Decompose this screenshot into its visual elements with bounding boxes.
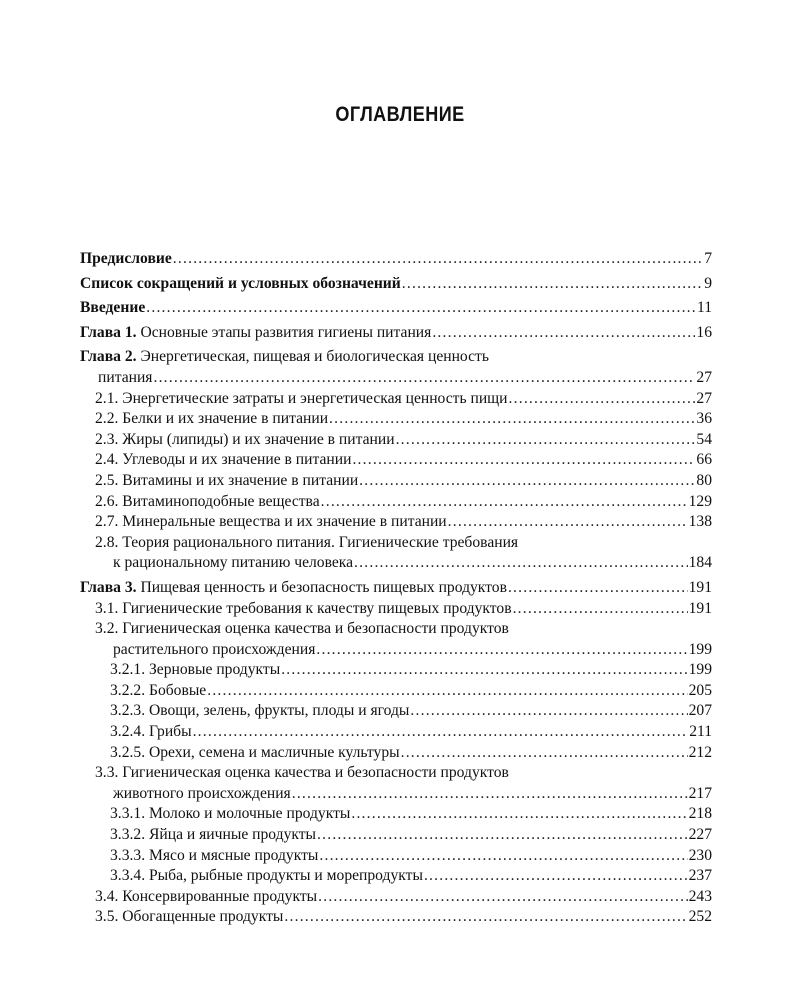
leader-dots xyxy=(401,743,688,764)
chapter-prefix: Глава 3. xyxy=(80,578,137,596)
leader-dots xyxy=(396,430,696,451)
toc-page-number: 191 xyxy=(688,599,712,620)
toc-entry-3-4[interactable] xyxy=(80,887,712,908)
toc-page-number: 211 xyxy=(688,722,712,743)
leader-dots xyxy=(508,578,688,599)
toc-entry-label: Пищевая ценность и безопасность пищевых продуктов xyxy=(140,578,507,596)
toc-entry-label: 2.4. Углеводы и их значение в питании xyxy=(95,450,352,471)
leader-dots xyxy=(354,553,688,574)
leader-dots xyxy=(359,471,695,492)
toc-page-number: 199 xyxy=(688,660,712,681)
toc-entry-label: 3.1. Гигиенические требования к качеству пищевых продуктов xyxy=(95,599,513,620)
leader-dots xyxy=(207,681,687,702)
leader-dots xyxy=(284,907,687,928)
toc-entry-2-5[interactable] xyxy=(80,471,712,492)
leader-dots xyxy=(316,640,687,661)
toc-page-number: 227 xyxy=(688,825,712,846)
toc-page-number: 212 xyxy=(688,743,712,764)
toc-page-number: 205 xyxy=(688,681,712,702)
toc-entry-chapter-2[interactable] xyxy=(80,347,712,368)
leader-dots xyxy=(317,825,688,846)
toc-entry-2-3[interactable] xyxy=(80,430,712,451)
toc-entry-3-3-2[interactable] xyxy=(80,825,712,846)
toc-page-number: 27 xyxy=(695,368,712,389)
toc-entry-abbreviations[interactable] xyxy=(80,274,712,295)
toc-entry-2-8-cont[interactable] xyxy=(80,553,712,574)
leader-dots xyxy=(513,599,688,620)
toc-entry-label: 2.5. Витамины и их значение в питании xyxy=(95,471,359,492)
toc-entry-chapter-2-cont[interactable] xyxy=(80,368,712,389)
toc-entry-label: 3.5. Обогащенные продукты xyxy=(95,907,284,928)
toc-entry-3-2-3[interactable] xyxy=(80,701,712,722)
toc-entry-label: 3.3. Гигиеническая оценка качества и безопасности продуктов xyxy=(95,764,509,782)
toc-entry-label: 2.1. Энергетические затраты и энергетическая ценность пищи xyxy=(95,389,509,410)
leader-dots xyxy=(509,389,696,410)
toc-entry-preface[interactable] xyxy=(80,249,712,270)
chapter-prefix: Глава 1. xyxy=(80,323,137,341)
toc-entry-label-cont: растительного происхождения xyxy=(113,640,316,661)
toc-entry-2-1[interactable] xyxy=(80,389,712,410)
toc-entry-3-3[interactable] xyxy=(80,763,712,784)
toc-entry-label: 3.2.4. Грибы xyxy=(110,722,193,743)
leader-dots xyxy=(318,887,687,908)
toc-entry-label: 3.3.1. Молоко и молочные продукты xyxy=(110,804,351,825)
toc-entry-label: Основные этапы развития гигиены питания xyxy=(140,323,432,341)
toc-entry-label: 3.3.4. Рыба, рыбные продукты и морепродукты xyxy=(110,866,424,887)
leader-dots xyxy=(153,368,695,389)
toc-entry-label: 2.8. Теория рационального питания. Гигиенические требования xyxy=(95,533,519,551)
toc-entry-label: 2.3. Жиры (липиды) и их значение в питании xyxy=(95,430,396,451)
toc-entry-3-3-1[interactable] xyxy=(80,804,712,825)
toc-entry-label-cont: к рациональному питанию человека xyxy=(113,553,354,574)
toc-entry-label: 3.2.3. Овощи, зелень, фрукты, плоды и ягоды xyxy=(110,701,410,722)
toc-page-number: 207 xyxy=(688,701,712,722)
toc-entry-2-8[interactable] xyxy=(80,533,712,554)
leader-dots xyxy=(329,409,695,430)
toc-entry-3-2[interactable] xyxy=(80,619,712,640)
toc-entry-3-1[interactable] xyxy=(80,599,712,620)
toc-entry-2-4[interactable] xyxy=(80,450,712,471)
toc-page-number: 191 xyxy=(688,578,712,599)
toc-page-number: 217 xyxy=(688,784,712,805)
leader-dots xyxy=(352,450,695,471)
toc-page-number: 80 xyxy=(695,471,712,492)
toc-entry-label: 2.7. Минеральные вещества и их значение в питании xyxy=(95,512,448,533)
toc-entry-3-3-3[interactable] xyxy=(80,846,712,867)
leader-dots xyxy=(424,866,688,887)
leader-dots xyxy=(432,323,695,344)
toc-entry-label: Энергетическая, пищевая и биологическая ценность xyxy=(140,348,489,366)
toc-page-number: 54 xyxy=(695,430,712,451)
toc-entry-label-cont: животного происхождения xyxy=(113,784,292,805)
toc-page-number: 16 xyxy=(695,323,712,344)
leader-dots xyxy=(319,846,687,867)
toc-page-number: 7 xyxy=(703,249,712,270)
toc-entry-label: 3.2.5. Орехи, семена и масличные культуры xyxy=(110,743,401,764)
toc-entry-2-7[interactable] xyxy=(80,512,712,533)
toc-entry-label: Список сокращений и условных обозначений xyxy=(80,274,402,295)
leader-dots xyxy=(193,722,689,743)
toc-entry-label: 3.3.2. Яйца и яичные продукты xyxy=(110,825,317,846)
toc-page-number: 36 xyxy=(695,409,712,430)
toc-entry-label-cont: питания xyxy=(98,368,153,389)
toc-page-number: 237 xyxy=(688,866,712,887)
leader-dots xyxy=(173,249,703,270)
toc-entry-label: 3.2. Гигиеническая оценка качества и безопасности продуктов xyxy=(95,620,509,638)
toc-page-number: 230 xyxy=(688,846,712,867)
toc-entry-label: 3.2.1. Зерновые продукты xyxy=(110,660,281,681)
toc-entry-label: 3.2.2. Бобовые xyxy=(110,681,207,702)
leader-dots xyxy=(321,492,688,513)
toc-entry-2-2[interactable] xyxy=(80,409,712,430)
toc-entry-label: 3.4. Консервированные продукты xyxy=(95,887,318,908)
toc-page-number: 243 xyxy=(688,887,712,908)
toc-entry-introduction[interactable] xyxy=(80,298,712,319)
leader-dots xyxy=(410,701,687,722)
toc-page-number: 138 xyxy=(688,512,712,533)
toc-page-number: 129 xyxy=(688,492,712,513)
toc-entry-3-2-1[interactable] xyxy=(80,660,712,681)
toc-entry-2-6[interactable] xyxy=(80,492,712,513)
toc-entry-label: 2.2. Белки и их значение в питании xyxy=(95,409,329,430)
leader-dots xyxy=(281,660,687,681)
toc-page-number: 184 xyxy=(688,553,712,574)
toc-entry-chapter-3[interactable] xyxy=(80,578,712,599)
toc-entry-3-2-4[interactable] xyxy=(80,722,712,743)
toc-entry-3-2-cont[interactable] xyxy=(80,640,712,661)
toc-entry-label: 3.3.3. Мясо и мясные продукты xyxy=(110,846,319,867)
leader-dots xyxy=(351,804,687,825)
leader-dots xyxy=(402,274,703,295)
toc-entry-3-5[interactable] xyxy=(80,907,712,928)
toc-page-number: 66 xyxy=(695,450,712,471)
page-title: ОГЛАВЛЕНИЕ xyxy=(335,103,465,126)
toc-entry-label: 2.6. Витаминоподобные вещества xyxy=(95,492,321,513)
toc-entry-3-3-4[interactable] xyxy=(80,866,712,887)
toc-page-number: 199 xyxy=(688,640,712,661)
toc-page-number: 252 xyxy=(688,907,712,928)
toc-page-number: 11 xyxy=(696,298,712,319)
chapter-prefix: Глава 2. xyxy=(80,348,137,366)
leader-dots xyxy=(146,298,696,319)
toc-entry-3-2-5[interactable] xyxy=(80,743,712,764)
toc-page-number: 218 xyxy=(688,804,712,825)
toc-entry-3-3-cont[interactable] xyxy=(80,784,712,805)
toc-page-number: 9 xyxy=(703,274,712,295)
table-of-contents xyxy=(80,249,712,928)
toc-entry-3-2-2[interactable] xyxy=(80,681,712,702)
leader-dots xyxy=(292,784,688,805)
leader-dots xyxy=(448,512,688,533)
toc-entry-label: Введение xyxy=(80,298,146,319)
toc-entry-label: Предисловие xyxy=(80,249,173,270)
toc-entry-chapter-1[interactable] xyxy=(80,323,712,344)
toc-page-number: 27 xyxy=(695,389,712,410)
